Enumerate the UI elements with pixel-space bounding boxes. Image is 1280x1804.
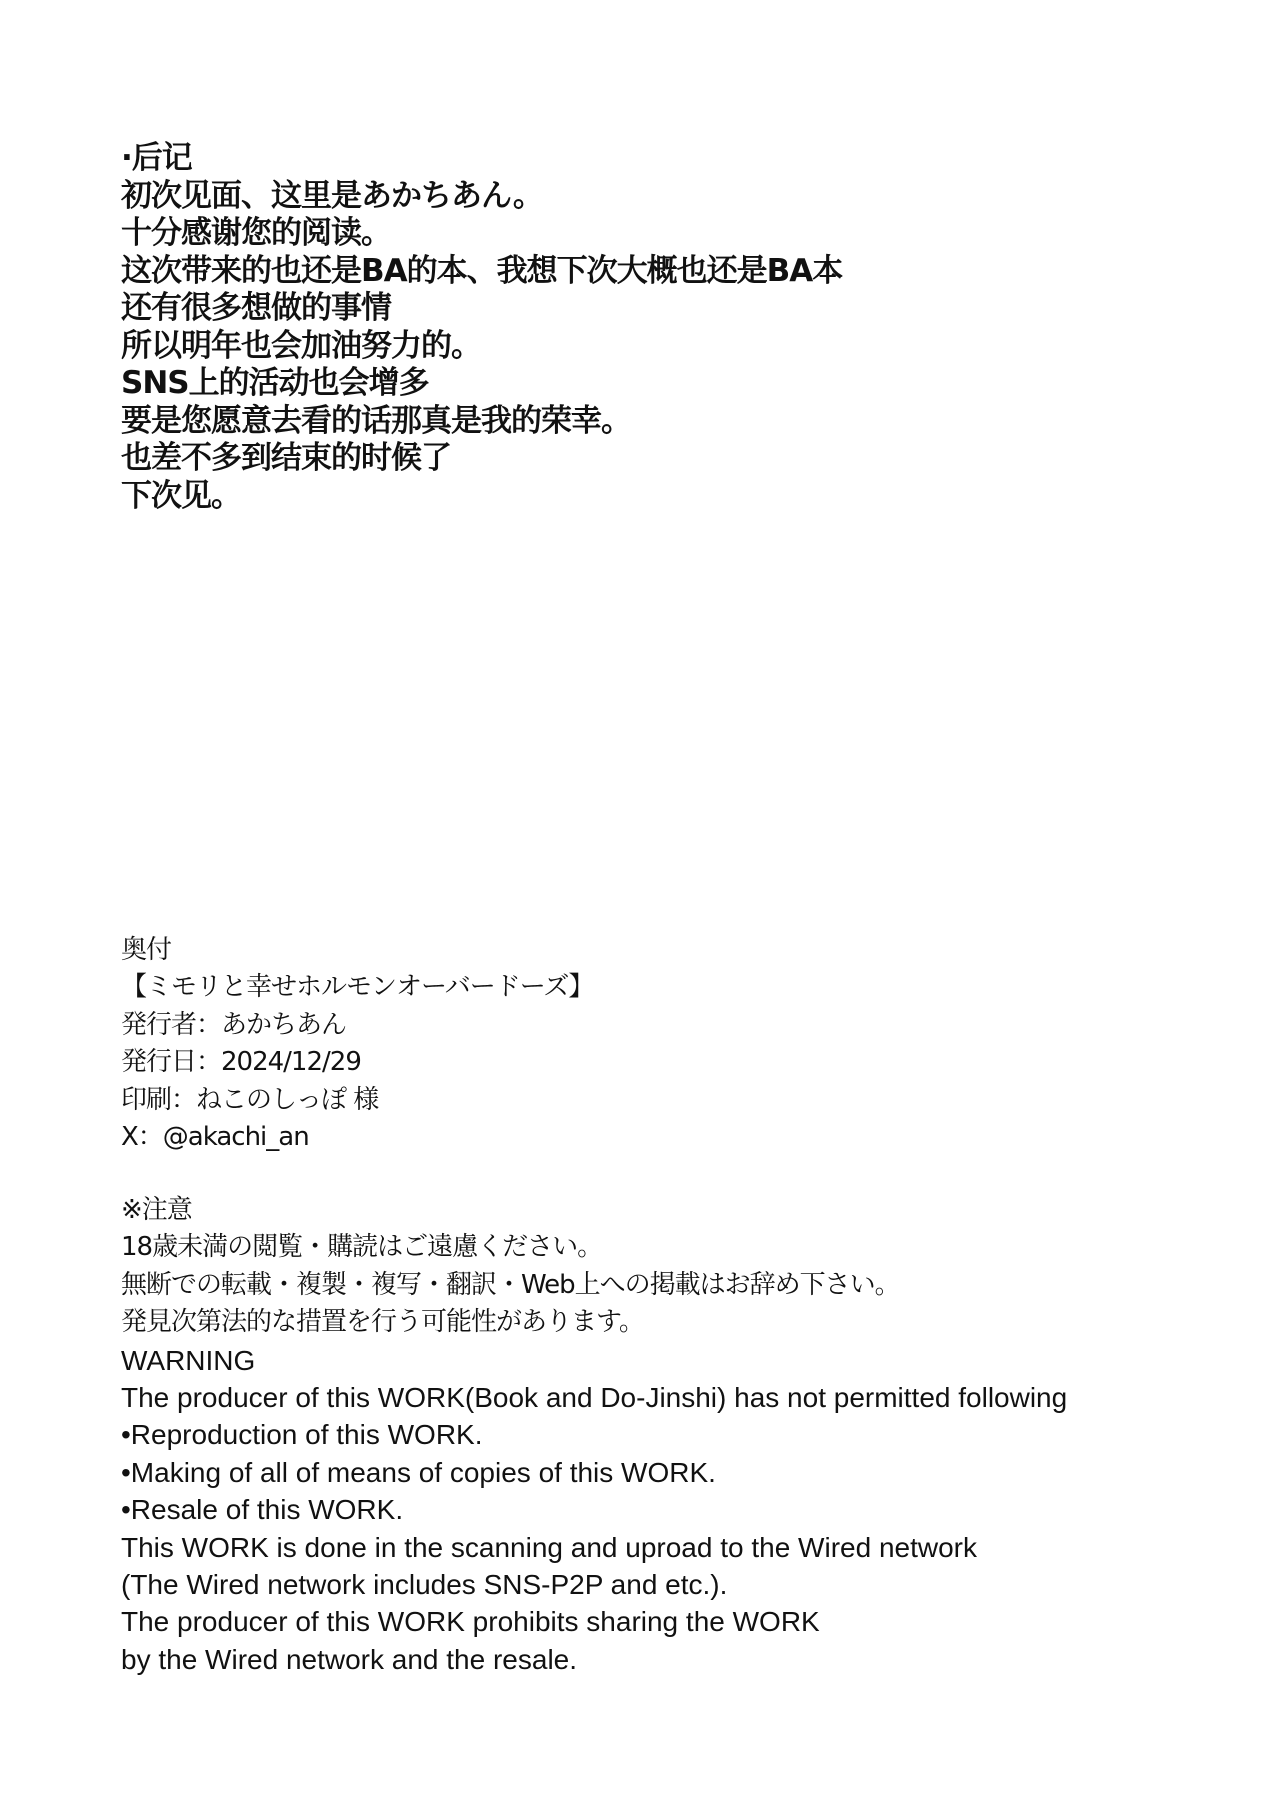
printer: 印刷：ねこのしっぽ 様 (121, 1084, 379, 1115)
notice-jp-line: 18歳未満の閲覧・購読はご遠慮ください。 (121, 1232, 603, 1263)
afterword-heading: ·后记 (121, 140, 192, 176)
afterword-line: 十分感谢您的阅读。 (121, 215, 391, 251)
notice-section (121, 1192, 1067, 1678)
afterword-line: 要是您愿意去看的话那真是我的荣幸。 (121, 402, 631, 439)
warning-line: This WORK is done in the scanning and uproad to the Wired network (121, 1531, 977, 1563)
x-account: X：@akachi_an (121, 1122, 309, 1153)
afterword-line: 所以明年也会加油努力的。 (121, 327, 481, 364)
afterword-line: SNS上的活动也会增多 (121, 365, 429, 401)
notice-jp-line: 無断での転載・複製・複写・翻訳・Web上への掲載はお辞め下さい。 (121, 1269, 900, 1300)
warning-line: •Resale of this WORK. (121, 1494, 404, 1526)
afterword-line: 初次见面、这里是あかちあん。 (121, 177, 543, 214)
publisher: 発行者：あかちあん (121, 1009, 347, 1040)
book-title: 【ミモリと幸せホルモンオーバードーズ】 (121, 972, 594, 1003)
warning-line: •Making of all of means of copies of this WORK. (121, 1456, 716, 1488)
warning-line: The producer of this WORK(Book and Do-Jinshi) has not permitted following (121, 1382, 1068, 1414)
colophon-section (121, 932, 593, 1156)
afterword-line: 下次见。 (121, 477, 241, 514)
publish-date: 発行日：2024/12/29 (121, 1047, 361, 1078)
warning-line: by the Wired network and the resale. (121, 1643, 578, 1675)
afterword-line: 还有很多想做的事情 (121, 290, 391, 326)
afterword-line: 这次带来的也还是BA的本、我想下次大概也还是BA本 (121, 252, 843, 289)
notice-heading: ※注意 (121, 1195, 192, 1225)
afterword-section (121, 140, 842, 515)
warning-line: The producer of this WORK prohibits sharing the WORK (121, 1606, 820, 1638)
afterword-line: 也差不多到结束的时候了 (121, 440, 451, 476)
notice-jp-line: 発見次第法的な措置を行う可能性があります。 (121, 1307, 644, 1338)
warning-line: •Reproduction of this WORK. (121, 1419, 483, 1451)
warning-heading: WARNING (121, 1344, 256, 1376)
warning-line: (The Wired network includes SNS-P2P and etc.). (121, 1569, 728, 1601)
colophon-heading: 奥付 (121, 935, 172, 965)
